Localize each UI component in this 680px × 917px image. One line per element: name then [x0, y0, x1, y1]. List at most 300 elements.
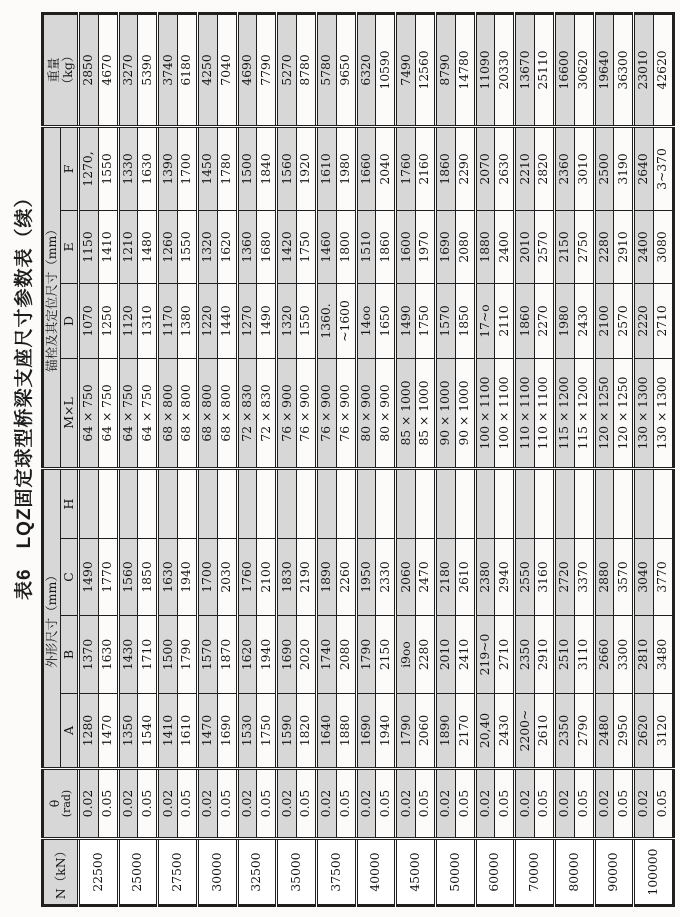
w-cell: 13670	[515, 13, 535, 126]
w-cell: 7490	[396, 13, 416, 126]
data-row	[217, 13, 237, 905]
theta-cell: 0.02	[634, 769, 654, 839]
d-cell: 14oo	[356, 283, 376, 358]
h-cell	[654, 468, 674, 538]
d-cell: 1250	[98, 283, 118, 358]
mxl-cell: 85 × 1000	[396, 358, 416, 468]
f-cell: 2500	[594, 126, 614, 210]
w-cell: 9650	[336, 13, 356, 126]
b-cell: 1500	[158, 616, 178, 694]
c-cell: 2610	[455, 539, 475, 616]
data-row	[197, 13, 217, 905]
w-cell: 8780	[297, 13, 317, 126]
e-cell: 1510	[356, 210, 376, 283]
e-cell: 1210	[118, 210, 138, 283]
b-cell: 2510	[554, 616, 574, 694]
c-cell: 2260	[336, 539, 356, 616]
data-row	[594, 13, 614, 905]
w-cell: 12560	[416, 13, 436, 126]
a-cell: 1690	[217, 694, 237, 769]
load-value-cell: 90000	[594, 839, 634, 906]
load-value-cell: 45000	[396, 839, 436, 906]
data-row	[316, 13, 336, 905]
table-caption: 表6 LQZ固定球型桥梁支座尺寸参数表（续）	[14, 187, 35, 600]
w-cell: 5270	[277, 13, 297, 126]
c-cell: 3570	[614, 539, 634, 616]
d-cell: 1850	[455, 283, 475, 358]
c-cell: 1630	[158, 539, 178, 616]
theta-cell: 0.02	[515, 769, 535, 839]
a-cell: 1590	[277, 694, 297, 769]
mxl-cell: 115 × 1200	[574, 358, 594, 468]
w-cell: 23010	[634, 13, 654, 126]
mxl-cell: 68 × 800	[217, 358, 237, 468]
d-cell: 1440	[217, 283, 237, 358]
h-cell	[634, 468, 654, 538]
mxl-cell: 76 × 900	[336, 358, 356, 468]
b-cell: 2350	[515, 616, 535, 694]
data-row	[554, 13, 574, 905]
e-cell: 1480	[138, 210, 158, 283]
c-cell: 1490	[79, 539, 99, 616]
d-cell: 2220	[634, 283, 654, 358]
header-weight-cell	[43, 13, 79, 126]
mxl-cell: 72 × 830	[257, 358, 277, 468]
f-cell: 1390	[158, 126, 178, 210]
data-row	[634, 13, 654, 905]
load-value-cell: 27500	[158, 839, 198, 906]
e-cell: 1420	[277, 210, 297, 283]
data-row	[257, 13, 277, 905]
w-cell: 7790	[257, 13, 277, 126]
e-cell: 2910	[614, 210, 634, 283]
header-row-groups	[43, 13, 61, 905]
b-cell: 1790	[178, 616, 198, 694]
d-cell: 1070	[79, 283, 99, 358]
f-cell: 2360	[554, 126, 574, 210]
e-cell: 1550	[178, 210, 198, 283]
data-row	[297, 13, 317, 905]
d-cell: 1490	[396, 283, 416, 358]
e-cell: 2570	[535, 210, 555, 283]
d-cell: 2570	[614, 283, 634, 358]
a-cell: 1750	[257, 694, 277, 769]
f-cell: 2070	[475, 126, 495, 210]
h-cell	[455, 468, 475, 538]
data-row	[535, 13, 555, 905]
load-value-cell: 60000	[475, 839, 515, 906]
f-cell: 1700	[178, 126, 198, 210]
data-row	[416, 13, 436, 905]
a-cell: 1690	[356, 694, 376, 769]
load-value-cell: 37500	[316, 839, 356, 906]
d-cell: 1120	[118, 283, 138, 358]
h-cell	[138, 468, 158, 538]
theta-cell: 0.02	[356, 769, 376, 839]
mxl-cell: 72 × 830	[237, 358, 257, 468]
h-cell	[98, 468, 118, 538]
h-cell	[257, 468, 277, 538]
b-cell: 3300	[614, 616, 634, 694]
a-cell: 1540	[138, 694, 158, 769]
h-cell	[158, 468, 178, 538]
w-cell: 8790	[435, 13, 455, 126]
theta-cell: 0.05	[376, 769, 396, 839]
b-cell: 3110	[574, 616, 594, 694]
a-cell: 1530	[237, 694, 257, 769]
h-cell	[316, 468, 336, 538]
c-cell: 3770	[654, 539, 674, 616]
e-cell: 1880	[475, 210, 495, 283]
f-cell: 2160	[416, 126, 436, 210]
c-cell: 1940	[178, 539, 198, 616]
w-cell: 25110	[535, 13, 555, 126]
c-cell: 2550	[515, 539, 535, 616]
theta-cell: 0.02	[197, 769, 217, 839]
theta-cell: 0.02	[316, 769, 336, 839]
data-row	[336, 13, 356, 905]
f-cell: 3190	[614, 126, 634, 210]
h-cell	[554, 468, 574, 538]
mxl-cell: 85 × 1000	[416, 358, 436, 468]
c-cell: 3370	[574, 539, 594, 616]
mxl-cell: 120 × 1250	[614, 358, 634, 468]
theta-cell: 0.05	[217, 769, 237, 839]
theta-cell: 0.05	[138, 769, 158, 839]
b-cell: 2810	[634, 616, 654, 694]
c-cell: 2180	[435, 539, 455, 616]
e-cell: 3080	[654, 210, 674, 283]
subheader-e-cell: E	[61, 210, 79, 283]
mxl-cell: 130 × 1300	[654, 358, 674, 468]
f-cell: 1560	[277, 126, 297, 210]
a-cell: 2790	[574, 694, 594, 769]
f-cell: 3010	[574, 126, 594, 210]
subheader-d-cell: D	[61, 283, 79, 358]
e-cell: 2010	[515, 210, 535, 283]
e-cell: 1800	[336, 210, 356, 283]
f-cell: 1330	[118, 126, 138, 210]
c-cell: 2190	[297, 539, 317, 616]
theta-cell: 0.02	[396, 769, 416, 839]
theta-cell: 0.02	[237, 769, 257, 839]
w-cell: 3270	[118, 13, 138, 126]
data-row	[455, 13, 475, 905]
theta-symbol: θ	[46, 799, 62, 808]
data-row	[138, 13, 158, 905]
b-cell: 2660	[594, 616, 614, 694]
subheader-f-cell: F	[61, 126, 79, 210]
h-cell	[277, 468, 297, 538]
e-cell: 2080	[455, 210, 475, 283]
c-cell: 2030	[217, 539, 237, 616]
theta-cell: 0.05	[535, 769, 555, 839]
w-cell: 3740	[158, 13, 178, 126]
data-row	[158, 13, 178, 905]
subheader-mxl-cell: M×L	[61, 358, 79, 468]
f-cell: 1840	[257, 126, 277, 210]
h-cell	[217, 468, 237, 538]
d-cell: 1360.	[316, 283, 336, 358]
f-cell: 1550	[98, 126, 118, 210]
mxl-cell: 80 × 900	[376, 358, 396, 468]
f-cell: 2210	[515, 126, 535, 210]
theta-cell: 0.05	[416, 769, 436, 839]
w-cell: 4250	[197, 13, 217, 126]
f-cell: 1450	[197, 126, 217, 210]
subheader-b-cell: B	[61, 616, 79, 694]
b-cell: 1870	[217, 616, 237, 694]
b-cell: 1630	[98, 616, 118, 694]
mxl-cell: 64 × 750	[138, 358, 158, 468]
h-cell	[515, 468, 535, 538]
h-cell	[396, 468, 416, 538]
data-row	[614, 13, 634, 905]
theta-cell: 0.05	[336, 769, 356, 839]
e-cell: 1360	[237, 210, 257, 283]
b-cell: 219~0	[475, 616, 495, 694]
c-cell: 2940	[495, 539, 515, 616]
d-cell: 1170	[158, 283, 178, 358]
a-cell: 1470	[98, 694, 118, 769]
h-cell	[376, 468, 396, 538]
d-cell: 1380	[178, 283, 198, 358]
c-cell: 1700	[197, 539, 217, 616]
d-cell: 17~o	[475, 283, 495, 358]
e-cell: 1750	[297, 210, 317, 283]
b-cell: 1710	[138, 616, 158, 694]
a-cell: 1350	[118, 694, 138, 769]
load-value-cell: 40000	[356, 839, 396, 906]
subheader-c-cell: C	[61, 539, 79, 616]
data-row	[79, 13, 99, 905]
header-outline-group-cell: 外形尺寸（mm）	[43, 468, 61, 768]
header-load-cell: N（kN）	[43, 839, 79, 906]
f-cell: 1760	[396, 126, 416, 210]
b-cell: 2020	[297, 616, 317, 694]
c-cell: 1890	[316, 539, 336, 616]
mxl-cell: 90 × 1000	[435, 358, 455, 468]
a-cell: 1820	[297, 694, 317, 769]
d-cell: 2270	[535, 283, 555, 358]
w-cell: 5390	[138, 13, 158, 126]
subheader-a-cell: A	[61, 694, 79, 769]
mxl-cell: 76 × 900	[277, 358, 297, 468]
e-cell: 1680	[257, 210, 277, 283]
a-cell: 1640	[316, 694, 336, 769]
w-cell: 6320	[356, 13, 376, 126]
d-cell: 2110	[495, 283, 515, 358]
d-cell: 1750	[416, 283, 436, 358]
d-cell: 1650	[376, 283, 396, 358]
theta-cell: 0.02	[435, 769, 455, 839]
mxl-cell: 80 × 900	[356, 358, 376, 468]
b-cell: 2910	[535, 616, 555, 694]
w-cell: 19640	[594, 13, 614, 126]
d-cell: 1270	[237, 283, 257, 358]
e-cell: 2150	[554, 210, 574, 283]
w-cell: 30620	[574, 13, 594, 126]
d-cell: 1570	[435, 283, 455, 358]
a-cell: 1940	[376, 694, 396, 769]
f-cell: 1860	[435, 126, 455, 210]
theta-cell: 0.05	[257, 769, 277, 839]
h-cell	[614, 468, 634, 538]
theta-cell: 0.02	[79, 769, 99, 839]
mxl-cell: 90 × 1000	[455, 358, 475, 468]
e-cell: 1460	[316, 210, 336, 283]
d-cell: 1980	[554, 283, 574, 358]
mxl-cell: 110 × 1100	[535, 358, 555, 468]
h-cell	[237, 468, 257, 538]
e-cell: 1600	[396, 210, 416, 283]
theta-cell: 0.02	[158, 769, 178, 839]
theta-cell: 0.02	[118, 769, 138, 839]
data-row	[574, 13, 594, 905]
mxl-cell: 76 × 900	[297, 358, 317, 468]
b-cell: 1740	[316, 616, 336, 694]
f-cell: 2640	[634, 126, 654, 210]
data-row	[356, 13, 376, 905]
table-header	[43, 13, 79, 905]
c-cell: 2060	[396, 539, 416, 616]
b-cell: 2710	[495, 616, 515, 694]
b-cell: 2150	[376, 616, 396, 694]
f-cell: 3~370	[654, 126, 674, 210]
load-value-cell: 70000	[515, 839, 555, 906]
f-cell: 1610	[316, 126, 336, 210]
c-cell: 1770	[98, 539, 118, 616]
e-cell: 2400	[495, 210, 515, 283]
load-value-cell: 50000	[435, 839, 475, 906]
c-cell: 1950	[356, 539, 376, 616]
weight-label: 重量	[46, 57, 61, 83]
load-value-cell: 35000	[277, 839, 317, 906]
f-cell: 1980	[336, 126, 356, 210]
theta-cell: 0.05	[98, 769, 118, 839]
table-body	[79, 13, 674, 905]
b-cell: 2410	[455, 616, 475, 694]
e-cell: 2400	[634, 210, 654, 283]
a-cell: 1790	[396, 694, 416, 769]
d-cell: 1550	[297, 283, 317, 358]
f-cell: 2040	[376, 126, 396, 210]
c-cell: 2720	[554, 539, 574, 616]
d-cell: 2430	[574, 283, 594, 358]
a-cell: 20,40	[475, 694, 495, 769]
e-cell: 1150	[79, 210, 99, 283]
b-cell: 1370	[79, 616, 99, 694]
theta-cell: 0.02	[554, 769, 574, 839]
a-cell: 1880	[336, 694, 356, 769]
e-cell: 1320	[197, 210, 217, 283]
c-cell: 1850	[138, 539, 158, 616]
d-cell: 2100	[594, 283, 614, 358]
h-cell	[435, 468, 455, 538]
h-cell	[297, 468, 317, 538]
mxl-cell: 100 × 1100	[495, 358, 515, 468]
a-cell: 2060	[416, 694, 436, 769]
d-cell: ~1600	[336, 283, 356, 358]
b-cell: 2280	[416, 616, 436, 694]
b-cell: i9oo	[396, 616, 416, 694]
theta-cell: 0.05	[495, 769, 515, 839]
data-row	[515, 13, 535, 905]
a-cell: 2610	[535, 694, 555, 769]
theta-cell: 0.05	[455, 769, 475, 839]
d-cell: 1490	[257, 283, 277, 358]
c-cell: 2380	[475, 539, 495, 616]
load-value-cell: 100000	[634, 839, 674, 906]
f-cell: 2290	[455, 126, 475, 210]
c-cell: 2100	[257, 539, 277, 616]
a-cell: 3120	[654, 694, 674, 769]
a-cell: 1280	[79, 694, 99, 769]
d-cell: 2710	[654, 283, 674, 358]
theta-cell: 0.02	[475, 769, 495, 839]
theta-cell: 0.05	[178, 769, 198, 839]
h-cell	[118, 468, 138, 538]
theta-cell: 0.02	[277, 769, 297, 839]
w-cell: 4690	[237, 13, 257, 126]
header-anchor-group-cell: 锚栓及其定位尺寸（mm）	[43, 126, 61, 468]
h-cell	[178, 468, 198, 538]
w-cell: 2850	[79, 13, 99, 126]
e-cell: 1620	[217, 210, 237, 283]
data-row	[118, 13, 138, 905]
a-cell: 2620	[634, 694, 654, 769]
f-cell: 1920	[297, 126, 317, 210]
w-cell: 20330	[495, 13, 515, 126]
c-cell: 1760	[237, 539, 257, 616]
subheader-h-cell: H	[61, 468, 79, 538]
mxl-cell: 130 × 1300	[634, 358, 654, 468]
a-cell: 1470	[197, 694, 217, 769]
h-cell	[475, 468, 495, 538]
data-row	[277, 13, 297, 905]
load-value-cell: 80000	[554, 839, 594, 906]
e-cell: 1690	[435, 210, 455, 283]
b-cell: 1940	[257, 616, 277, 694]
theta-cell: 0.02	[594, 769, 614, 839]
w-cell: 11090	[475, 13, 495, 126]
data-row	[376, 13, 396, 905]
mxl-cell: 64 × 750	[79, 358, 99, 468]
w-cell: 7040	[217, 13, 237, 126]
data-row	[237, 13, 257, 905]
header-rotation-cell	[43, 769, 79, 839]
c-cell: 1830	[277, 539, 297, 616]
theta-cell: 0.05	[654, 769, 674, 839]
c-cell: 2330	[376, 539, 396, 616]
f-cell: 1630	[138, 126, 158, 210]
b-cell: 2010	[435, 616, 455, 694]
theta-unit: (rad)	[60, 789, 74, 818]
c-cell: 3160	[535, 539, 555, 616]
d-cell: 1310	[138, 283, 158, 358]
a-cell: 1610	[178, 694, 198, 769]
mxl-cell: 68 × 800	[158, 358, 178, 468]
e-cell: 1410	[98, 210, 118, 283]
h-cell	[594, 468, 614, 538]
theta-cell: 0.05	[297, 769, 317, 839]
mxl-cell: 115 × 1200	[554, 358, 574, 468]
h-cell	[416, 468, 436, 538]
h-cell	[574, 468, 594, 538]
data-row	[495, 13, 515, 905]
b-cell: 2080	[336, 616, 356, 694]
b-cell: 3480	[654, 616, 674, 694]
